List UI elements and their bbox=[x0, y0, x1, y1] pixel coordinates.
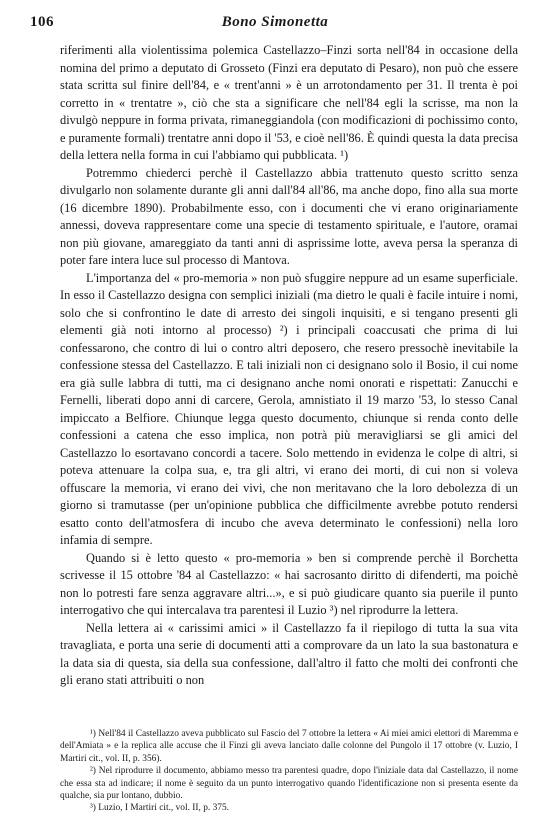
running-head: Bono Simonetta bbox=[221, 14, 329, 30]
body-text bbox=[60, 42, 518, 690]
footnotes bbox=[60, 728, 518, 815]
paragraph-5: Nella lettera ai « carissimi amici » il Castellazzo fa il riepilogo di tutta la sua vita travagliata, e porta una serie di documenti atti a comprovare da un lato la sua bastonatura e la data sia di questa, sia della sua confessione, dall'altro il fatto che molti dei confronti che gli erano stati attribuiti o non bbox=[60, 620, 518, 687]
paragraph-2: Potremmo chiederci perchè il Castellazzo abbia trattenuto questo scritto senza divulgarlo non solamente durante gli anni dall'84 all'86, ma anche dopo, fino alla sua morte (16 dicembre 1890). Probabilmente esso, con i documenti che vi erano originariamente annessi, doveva rappresentare come una specie di testamento spirituale, e l'autore, oramai non più giovane, amareggiato da tanti anni di asprissime lotte, aveva persa la speranza di poter fare intera luce sul processo di Mantova. bbox=[60, 165, 518, 267]
footnote-2: ²) Nel riprodurre il documento, abbiamo messo tra parentesi quadre, dopo l'iniziale data dal Castellazzo, il nome che essa sta ad indicare; il nome è seguito da un punto interrogativo quando l'identificazione non si presenta esente da qualche, sia pur lontano, dubbio. bbox=[60, 766, 518, 802]
paragraph-1: riferimenti alla violentissima polemica Castellazzo–Finzi sorta nell'84 in occasione della nomina del primo a deputato di Grosseto (Finzi era deputato di Pesaro), non può che essere stata scritta sul finire dell'84, e « trent'anni » è un arrotondamento per 31. Il trenta è poi corretto in « trentatre », ciò che sta a significare che nell'84 egli la scrisse, ma non la divulgò neppure in forma privata, rimaneggiandola (con modificazioni di pochissimo conto, e puramente formali) trentatre anni dopo il '53, e cioè nell'86. È quindi questa la data precisa della lettera nella forma in cui l'abbiamo qui pubblicata. ¹) bbox=[60, 43, 518, 162]
footnote-1: ¹) Nell'84 il Castellazzo aveva pubblicato sul Fascio del 7 ottobre la lettera « Ai miei amici elettori di Maremma e dell'Amiata » e la replica alle accuse che il Finzi gli aveva lanciato dalle colonne del Pungolo il 17 ottobre (v. Luzio, I Martiri cit., vol. II, p. 356). bbox=[60, 729, 518, 764]
page-header bbox=[30, 14, 520, 36]
paragraph-3: L'importanza del « pro-memoria » non può sfuggire neppure ad un esame superficiale. In esso il Castellazzo designa con semplici iniziali (ma dietro le quali è facile intuire i nomi, solo che si confrontino le date di arresto dei singoli inquisiti, e si tengano presenti gli elementi già noti intorno al processo) ²) i principali coaccusati che prima di lui confessarono, che contro di lui o contro altri deposero, che resero pressochè inevitabile la confessione stessa del Castellazzo. E tali iniziali non ci designano solo il Bosio, il cui nome era già sulle labbra di tutti, ma ci designano anche nomi onorati e rispettati: Zanucchi e Fernelli, liberati dopo anni di carcere, Gerola, amnistiato il 19 marzo '53, lo stesso Canal impiccato a Belfiore. Chiunque legga questo documento, chiunque si renda conto delle confessioni a catena che esso implica, non potrà più meravigliarsi se gli amici del Castellazzo lo esortavano concordi a tacere. Solo mettendo in evidenza le colpe di altri, si poteva attenuare la colpa sua, e, tra gli altri, vi erano dei morti, di cui non si voleva offuscare la memoria, vi erano dei vivi, che non meritavano che la loro debolezza di un giorno si tramutasse (per un'opinione pubblica che difficilmente avrebbe potuto rendersi esatto conto dell'atmosfera di incubo che aveva determinato le confessioni) nella loro infamia di sempre. bbox=[60, 270, 518, 547]
page-number: 106 bbox=[30, 14, 54, 30]
paragraph-4: Quando si è letto questo « pro-memoria » ben si comprende perchè il Borchetta scrivesse il 15 ottobre '84 al Castellazzo: « hai sacrosanto diritto di difenderti, ma poichè non lo potresti fare senza aggravare altri...», e si può giudicare quanto sia puerile il punto interrogativo che qui intercalava tra parentesi il Luzio ³) nel riprodurre la lettera. bbox=[60, 550, 518, 617]
footnote-3: ³) Luzio, I Martiri cit., vol. II, p. 375. bbox=[90, 803, 229, 814]
